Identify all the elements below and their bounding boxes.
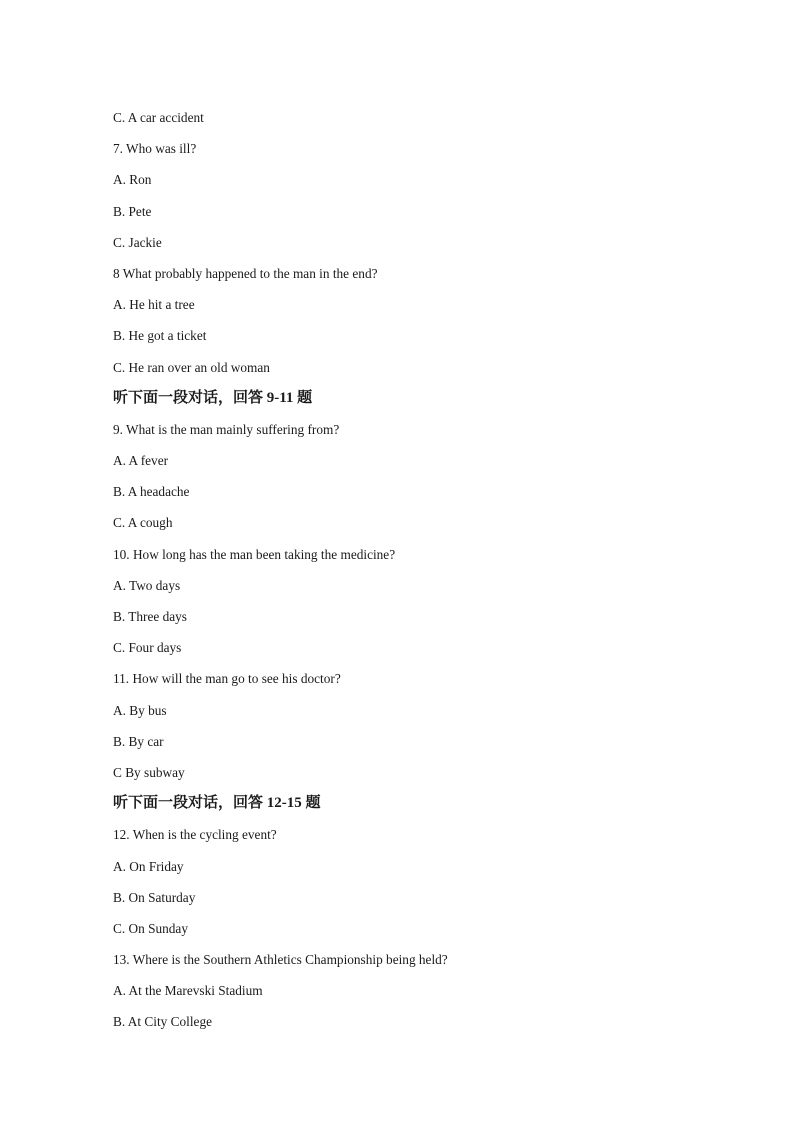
section-heading: 听下面一段对话，回答 9-11 题 xyxy=(113,389,313,406)
document-page xyxy=(113,102,713,1038)
answer-option: B. A headache xyxy=(113,484,190,500)
answer-option: B. He got a ticket xyxy=(113,328,207,344)
answer-option: A. By bus xyxy=(113,702,167,718)
question-text: 10. How long has the man been taking the medicine? xyxy=(113,546,396,562)
question-text: 11. How will the man go to see his doctor? xyxy=(113,671,341,687)
answer-option: C. Jackie xyxy=(113,234,162,250)
answer-option: A. Two days xyxy=(113,577,181,593)
answer-option: B. At City College xyxy=(113,1014,212,1030)
question-text: 12. When is the cycling event? xyxy=(113,827,277,843)
section-heading: 听下面一段对话，回答 12-15 题 xyxy=(113,795,321,812)
answer-option: C. A cough xyxy=(113,515,173,531)
question-text: 9. What is the man mainly suffering from? xyxy=(113,421,340,437)
answer-option: B. Pete xyxy=(113,203,152,219)
answer-option: A. At the Marevski Stadium xyxy=(113,983,263,999)
answer-option: A. A fever xyxy=(113,453,169,469)
answer-option: A. He hit a tree xyxy=(113,297,195,313)
answer-option: C. Four days xyxy=(113,640,182,656)
answer-option: C By subway xyxy=(113,764,185,780)
answer-option: B. By car xyxy=(113,733,164,749)
answer-option: A. On Friday xyxy=(113,858,184,874)
answer-option: B. Three days xyxy=(113,609,187,624)
answer-option: C. A car accident xyxy=(113,110,204,125)
answer-option: A. Ron xyxy=(113,172,152,188)
question-text: 7. Who was ill? xyxy=(113,141,197,157)
question-text: 13. Where is the Southern Athletics Championship being held? xyxy=(113,952,448,968)
answer-option: B. On Saturday xyxy=(113,889,196,905)
question-text: 8 What probably happened to the man in the end? xyxy=(113,265,378,281)
answer-option: C. On Sunday xyxy=(113,920,188,936)
answer-option: C. He ran over an old woman xyxy=(113,359,270,375)
